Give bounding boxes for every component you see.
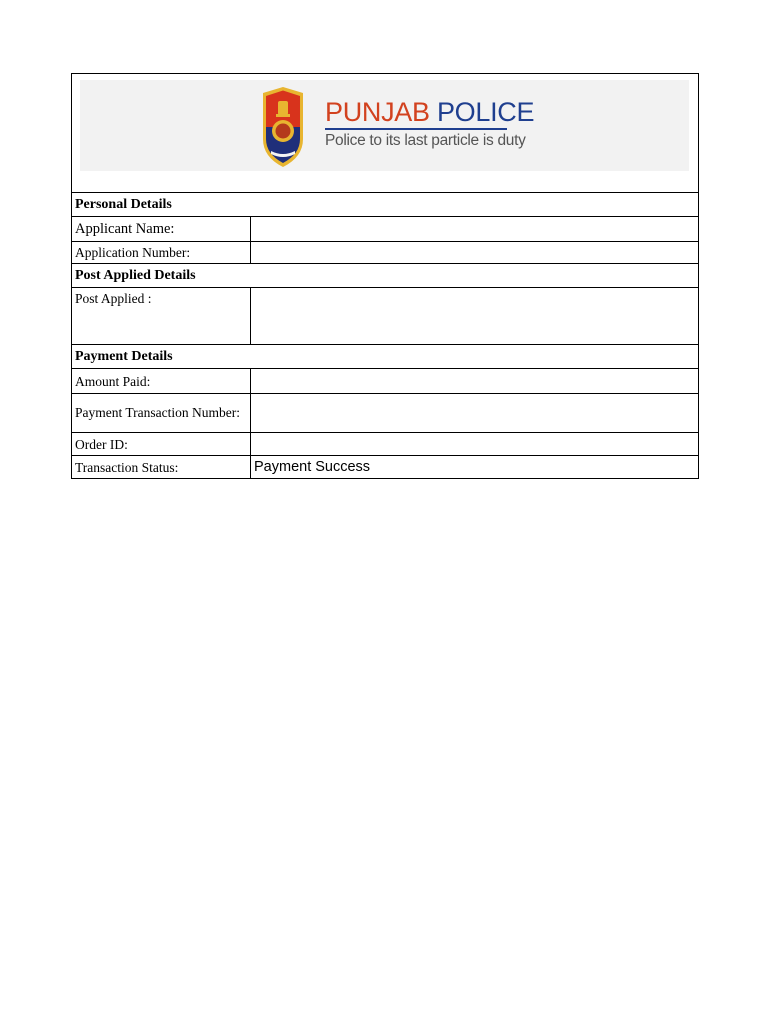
brand-title	[325, 97, 534, 127]
section-title: Payment Details	[72, 345, 699, 369]
order-id-label: Order ID:	[72, 433, 251, 456]
brand-divider	[325, 128, 507, 130]
application-number-value	[251, 242, 699, 264]
brand-tagline: Police to its last particle is duty	[325, 132, 526, 149]
section-payment-details	[72, 345, 699, 369]
header-row	[72, 74, 699, 193]
row-post-applied	[72, 288, 699, 345]
post-applied-label: Post Applied :	[72, 288, 251, 345]
row-order-id	[72, 433, 699, 456]
row-applicant-name	[72, 217, 699, 242]
brand-title-police: POLICE	[436, 97, 535, 127]
order-id-value	[251, 433, 699, 456]
section-title: Personal Details	[72, 193, 699, 217]
applicant-name-value	[251, 217, 699, 242]
header-banner	[80, 80, 689, 171]
application-number-label: Application Number:	[72, 242, 251, 264]
amount-paid-value	[251, 369, 699, 394]
amount-paid-label: Amount Paid:	[72, 369, 251, 394]
transaction-status-value: Payment Success	[251, 456, 699, 479]
row-payment-transaction-number	[72, 394, 699, 433]
row-application-number	[72, 242, 699, 264]
header-cell	[72, 74, 699, 193]
punjab-police-emblem-icon	[259, 87, 307, 169]
brand-title-punjab: PUNJAB	[325, 97, 430, 127]
applicant-name-label: Applicant Name:	[72, 217, 251, 242]
payment-transaction-number-value	[251, 394, 699, 433]
row-amount-paid	[72, 369, 699, 394]
section-post-applied-details	[72, 264, 699, 288]
brand-block	[325, 97, 534, 148]
payment-transaction-number-label: Payment Transaction Number:	[72, 394, 251, 433]
payment-receipt-table	[71, 73, 699, 479]
section-personal-details	[72, 193, 699, 217]
row-transaction-status	[72, 456, 699, 479]
transaction-status-label: Transaction Status:	[72, 456, 251, 479]
post-applied-value	[251, 288, 699, 345]
section-title: Post Applied Details	[72, 264, 699, 288]
